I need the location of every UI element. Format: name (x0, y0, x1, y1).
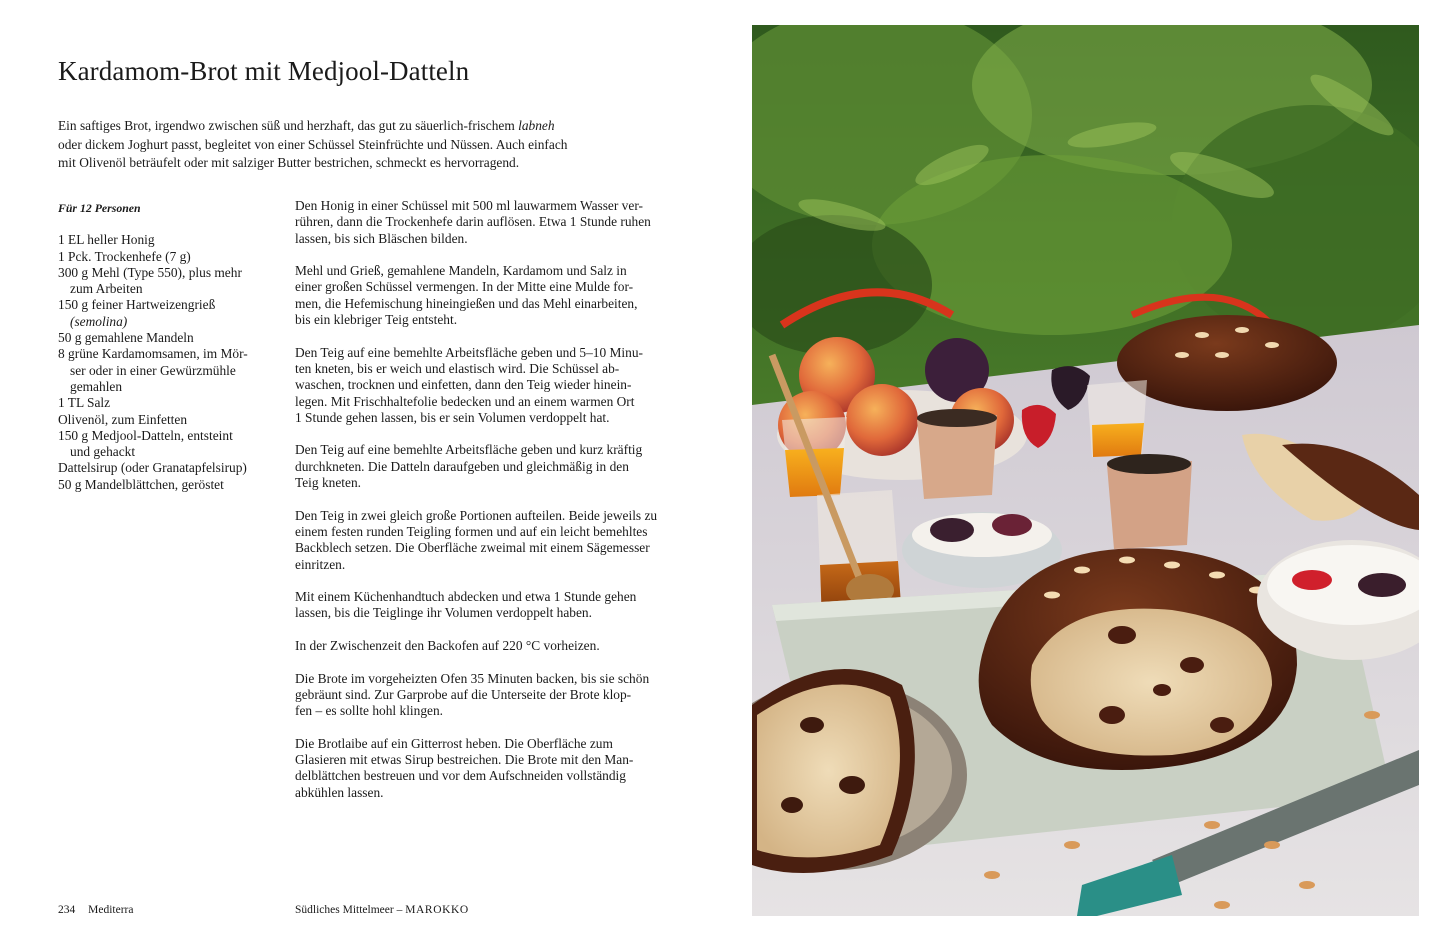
intro-line: Ein saftiges Brot, irgendwo zwischen süß und herzhaft, das gut zu säuerlich-frischem labneh (58, 118, 555, 133)
ingredient-item-continued: und gehackt (70, 444, 136, 460)
ingredient-item: 8 grüne Kardamomsamen, im Mör- (58, 346, 248, 362)
page-number: 234 (58, 904, 76, 916)
footer-book (58, 904, 133, 916)
bread-table-illustration (752, 25, 1419, 916)
recipe-title: Kardamom-Brot mit Medjool-Datteln (58, 56, 470, 86)
ingredient-item: 150 g Medjool-Datteln, entsteint (58, 427, 233, 443)
ingredient-item-continued: ser oder in einer Gewürzmühle (70, 362, 236, 378)
ingredient-item: 150 g feiner Hartweizengrieß (58, 297, 216, 313)
section-separator: – (396, 904, 403, 916)
intro-line: oder dickem Joghurt passt, begleitet von einer Schüssel Steinfrüchte und Nüssen. Auch einfach (58, 136, 568, 152)
intro-line: mit Olivenöl beträufelt oder mit salziger Butter bestrichen, schmeckt es hervorragend. (58, 155, 520, 170)
ingredient-item-continued: zum Arbeiten (70, 281, 143, 297)
country-name: MAROKKO (405, 904, 469, 916)
instruction-step: Den Teig auf eine bemehlte Arbeitsfläche geben und 5–10 Minu- ten kneten, bis er weich und elastisch wird. Die Schüssel ab- waschen, trocknen und einfetten, dann den Teig wieder hinein- legen. Mit Frischhaltefolie bedecken und an einem warmen Ort 1 Stunde gehen lassen, bis er sein Volumen verdoppelt hat. (295, 344, 643, 425)
ingredient-item: 50 g gemahlene Mandeln (58, 330, 194, 346)
instruction-step: Den Teig auf eine bemehlte Arbeitsfläche geben und kurz kräftig durchkneten. Die Datteln daraufgeben und gleichmäßig in den Teig kneten. (295, 442, 643, 491)
recipe-intro (58, 117, 598, 173)
ingredient-item: 1 EL heller Honig (58, 232, 155, 248)
ingredient-item-continued: (semolina) (70, 313, 128, 329)
instruction-step: Die Brote im vorgeheizten Ofen 35 Minuten backen, bis sie schön gebräunt sind. Zur Garprobe auf die Unterseite der Brote klop- fen – es sollte hohl klingen. (295, 670, 650, 719)
ingredients-column (58, 200, 268, 493)
ingredient-item: 50 g Mandelblättchen, geröstet (58, 476, 224, 492)
instruction-step: Die Brotlaibe auf ein Gitterrost heben. Die Oberfläche zum Glasieren mit etwas Sirup bestreichen. Die Brote mit den Man- delblättchen bestreuen und vor dem Aufschneiden vollständig abkühlen lassen. (295, 735, 634, 800)
instructions-column (295, 198, 665, 817)
servings-label: Für 12 Personen (58, 201, 141, 215)
instruction-step: In der Zwischenzeit den Backofen auf 220 °C vorheizen. (295, 638, 600, 654)
ingredient-item: 1 Pck. Trockenhefe (7 g) (58, 248, 191, 264)
instruction-step: Mit einem Küchenhandtuch abdecken und etwa 1 Stunde gehen lassen, bis die Teiglinge ihr Volumen verdoppelt haben. (295, 589, 637, 621)
recipe-photo (752, 25, 1419, 916)
instruction-step: Mehl und Grieß, gemahlene Mandeln, Kardamom und Salz in einer großen Schüssel vermengen. In der Mitte eine Mulde for- men, die Hefemischung hineingießen und das Mehl einarbeiten, bis ein klebriger Teig entsteht. (295, 263, 638, 328)
section-name: Südliches Mittelmeer (295, 904, 394, 916)
footer-section (295, 904, 469, 916)
ingredient-item: Olivenöl, zum Einfetten (58, 411, 188, 427)
instruction-step: Den Honig in einer Schüssel mit 500 ml lauwarmem Wasser ver- rühren, dann die Trockenhefe darin auflösen. Etwa 1 Stunde ruhen lassen, bis sich Bläschen bilden. (295, 198, 651, 246)
instruction-step: Den Teig in zwei gleich große Portionen aufteilen. Beide jeweils zu einem festen runden Teigling formen und auf ein leicht bemehltes Backblech setzen. Die Oberfläche zweimal mit einem Sägemesser einritzen. (295, 507, 658, 572)
book-title: Mediterra (88, 904, 134, 916)
ingredient-item: Dattelsirup (oder Granatapfelsirup) (58, 460, 247, 476)
intro-italic-term: labneh (518, 118, 555, 133)
ingredient-item: 1 TL Salz (58, 395, 111, 411)
ingredient-item-continued: gemahlen (70, 378, 123, 394)
ingredient-list (58, 232, 268, 493)
ingredient-item: 300 g Mehl (Type 550), plus mehr (58, 264, 242, 280)
